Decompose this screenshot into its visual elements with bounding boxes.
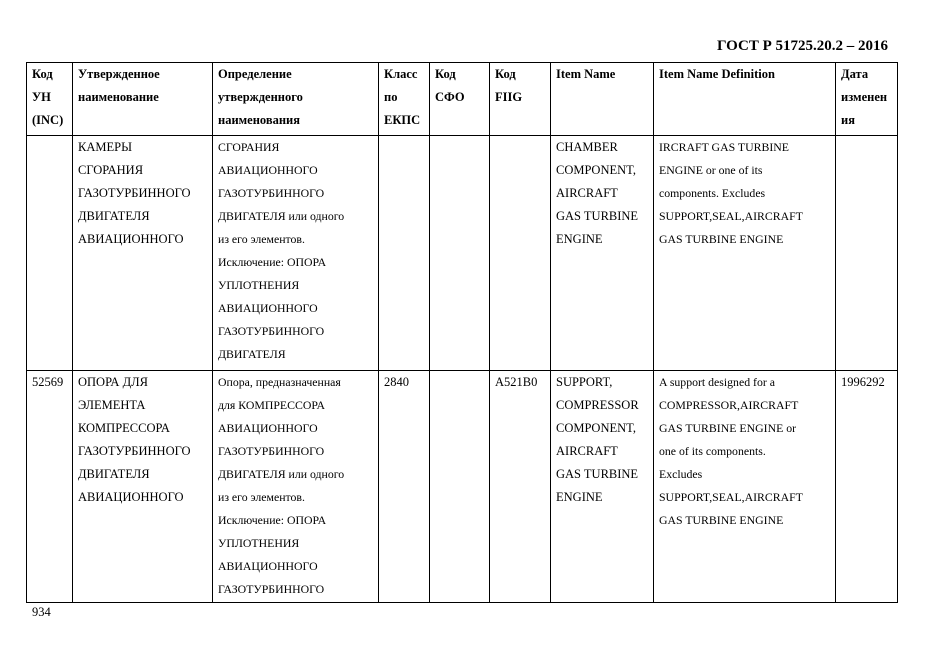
cell-text-line: Исключение: ОПОРА [218, 255, 327, 269]
class-cell [379, 136, 430, 371]
header-item-name-definition [654, 63, 836, 136]
cell-text-line: Excludes [659, 467, 703, 481]
item-definition-cell [654, 371, 836, 603]
cell-text-line: КАМЕРЫ [78, 140, 132, 154]
table-row [27, 371, 898, 603]
cell-text-line: ДВИГАТЕЛЯ [78, 209, 150, 223]
cell-text-line: АВИАЦИОННОГО [218, 421, 318, 435]
cell-text-line: A support designed for a [659, 375, 775, 389]
cell-text-line: ГАЗОТУРБИННОГО [218, 444, 325, 458]
cell-text-line: ДВИГАТЕЛЯ [78, 467, 150, 481]
cell-text-line: COMPONENT, [556, 163, 636, 177]
header-text-line: Код [32, 67, 53, 81]
header-text-line: Код [495, 67, 516, 81]
cell-text-line: СГОРАНИЯ [78, 163, 144, 177]
header-text-line: Item Name [556, 67, 616, 81]
cell-text-line: КОМПРЕССОРА [78, 421, 170, 435]
cell-text-line: GAS TURBINE ENGINE or [659, 421, 797, 435]
cell-text-line: АВИАЦИОННОГО [78, 490, 184, 504]
header-text-line: Код [435, 67, 456, 81]
approved-name-cell [73, 136, 213, 371]
name-definition-cell [213, 371, 379, 603]
cell-text-line: AIRCRAFT [556, 444, 618, 458]
header-inc [27, 63, 73, 136]
cell-text-line: components. Excludes [659, 186, 766, 200]
document-standard-number: ГОСТ Р 51725.20.2 – 2016 [716, 38, 888, 54]
header-sfo-code [430, 63, 490, 136]
cell-text-line: GAS TURBINE [556, 209, 639, 223]
inc-cell [27, 136, 73, 371]
header-text-line: изменен [841, 90, 888, 104]
cell-text-line: ГАЗОТУРБИННОГО [218, 582, 325, 596]
cell-text-line: IRCRAFT GAS TURBINE [659, 140, 790, 154]
fiig-cell [490, 136, 551, 371]
cell-text-line: ГАЗОТУРБИННОГО [78, 444, 191, 458]
cell-text-line: из его элементов. [218, 232, 305, 246]
cell-text-line: SUPPORT,SEAL,AIRCRAFT [659, 490, 803, 504]
header-text-line: наименования [218, 113, 301, 127]
cell-text-line: SUPPORT, [556, 375, 613, 389]
cell-text-line: 52569 [32, 375, 64, 389]
cell-text-line: ДВИГАТЕЛЯ или одного [218, 467, 345, 481]
cell-text-line: GAS TURBINE ENGINE [659, 513, 784, 527]
item-name-cell [551, 371, 654, 603]
cell-text-line: ENGINE [556, 232, 603, 246]
inc-cell [27, 371, 73, 603]
cell-text-line: ENGINE [556, 490, 603, 504]
cell-text-line: A521B0 [495, 375, 538, 389]
cell-text-line: для КОМПРЕССОРА [218, 398, 325, 412]
cell-text-line: ГАЗОТУРБИННОГО [218, 186, 325, 200]
cell-text-line: АВИАЦИОННОГО [218, 163, 318, 177]
approved-name-cell [73, 371, 213, 603]
header-change-date [836, 63, 898, 136]
header-text-line: УН [32, 90, 51, 104]
cell-text-line: ГАЗОТУРБИННОГО [78, 186, 191, 200]
cell-text-line: GAS TURBINE ENGINE [659, 232, 784, 246]
cell-text-line: 1996292 [841, 375, 885, 389]
header-text-line: Класс [384, 67, 418, 81]
header-text-line: Определение [218, 67, 292, 81]
header-text-line: Дата [841, 67, 869, 81]
cell-text-line: ENGINE or one of its [659, 163, 763, 177]
header-text-line: ЕКПС [384, 113, 421, 127]
page-number: 934 [32, 605, 51, 619]
sfo-cell [430, 136, 490, 371]
item-name-cell [551, 136, 654, 371]
cell-text-line: SUPPORT,SEAL,AIRCRAFT [659, 209, 803, 223]
cell-text-line: ДВИГАТЕЛЯ или одного [218, 209, 345, 223]
header-fiig-code [490, 63, 551, 136]
header-text-line: по [384, 90, 398, 104]
class-cell [379, 371, 430, 603]
header-text-line: FIIG [495, 90, 523, 104]
cell-text-line: АВИАЦИОННОГО [218, 301, 318, 315]
cell-text-line: ДВИГАТЕЛЯ [218, 347, 286, 361]
table-header-row [27, 63, 898, 136]
header-class-ekps [379, 63, 430, 136]
item-definition-cell [654, 136, 836, 371]
cell-text-line: СГОРАНИЯ [218, 140, 280, 154]
header-approved-name [73, 63, 213, 136]
cell-text-line: из его элементов. [218, 490, 305, 504]
cell-text-line: ГАЗОТУРБИННОГО [218, 324, 325, 338]
header-item-name [551, 63, 654, 136]
header-text-line: Item Name Definition [659, 67, 775, 81]
cell-text-line: АВИАЦИОННОГО [78, 232, 184, 246]
classification-table [26, 62, 898, 603]
table-row [27, 136, 898, 371]
cell-text-line: COMPONENT, [556, 421, 636, 435]
cell-text-line: COMPRESSOR,AIRCRAFT [659, 398, 799, 412]
sfo-cell [430, 371, 490, 603]
cell-text-line: АВИАЦИОННОГО [218, 559, 318, 573]
name-definition-cell [213, 136, 379, 371]
cell-text-line: COMPRESSOR [556, 398, 639, 412]
header-text-line: утвержденного [218, 90, 303, 104]
cell-text-line: 2840 [384, 375, 409, 389]
header-text-line: наименование [78, 90, 159, 104]
cell-text-line: УПЛОТНЕНИЯ [218, 536, 300, 550]
cell-text-line: CHAMBER [556, 140, 618, 154]
cell-text-line: Исключение: ОПОРА [218, 513, 327, 527]
fiig-cell [490, 371, 551, 603]
cell-text-line: one of its components. [659, 444, 766, 458]
header-text-line: Утвержденное [78, 67, 160, 81]
header-text-line: ия [841, 113, 855, 127]
change-date-cell [836, 136, 898, 371]
cell-text-line: ЭЛЕМЕНТА [78, 398, 146, 412]
cell-text-line: AIRCRAFT [556, 186, 618, 200]
header-name-definition [213, 63, 379, 136]
header-text-line: (INC) [32, 113, 64, 127]
cell-text-line: GAS TURBINE [556, 467, 639, 481]
header-text-line: СФО [435, 90, 465, 104]
cell-text-line: УПЛОТНЕНИЯ [218, 278, 300, 292]
cell-text-line: ОПОРА ДЛЯ [78, 375, 148, 389]
cell-text-line: Опора, предназначенная [218, 375, 341, 389]
change-date-cell [836, 371, 898, 603]
